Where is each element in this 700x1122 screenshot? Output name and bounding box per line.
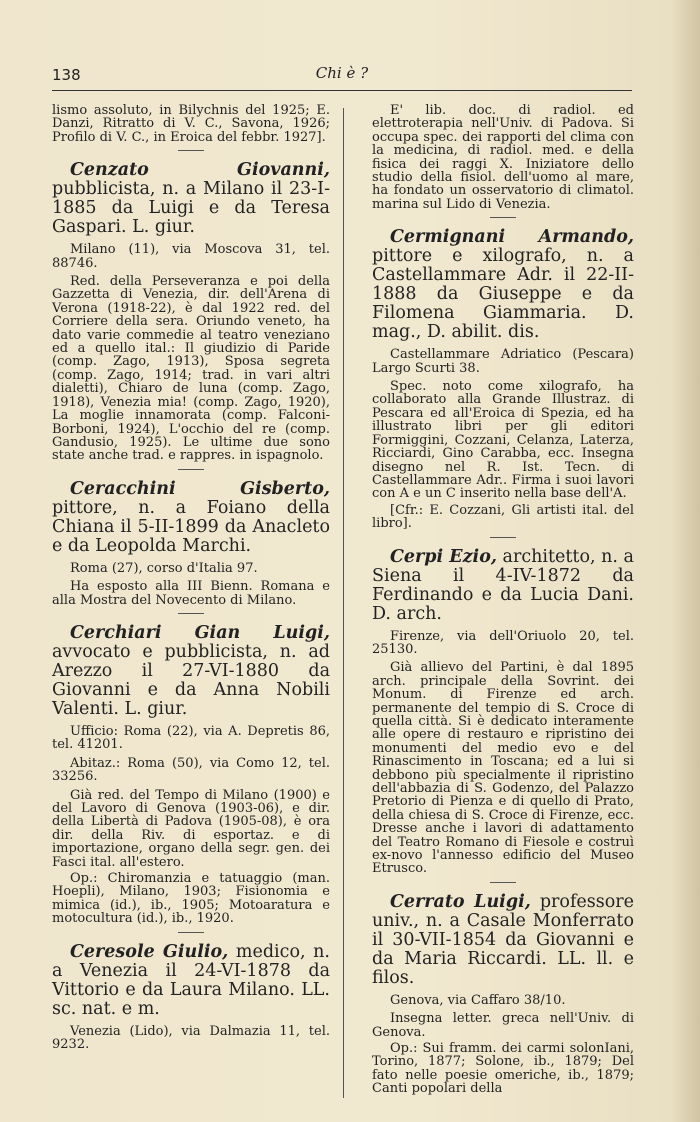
entry-description: medico, n. a Venezia il 24-VI-1878 da Vittorio e da Laura Milano. LL. sc. nat. e m. [52,941,330,1019]
entry-address: Venezia (Lido), via Dalmazia 11, tel. 9232. [52,1023,330,1053]
entry-heading [372,228,634,342]
header-rule [52,90,632,91]
entry-separator [178,932,204,933]
column-divider [343,108,344,1098]
entry-name: Cerpi Ezio, [390,546,497,567]
page-header [52,64,632,88]
entry-address: Genova, via Caffaro 38/10. [390,992,566,1008]
entry-works: Op.: Chiromanzia e tatuaggio (man. Hoepli), Milano, 1903; Fisionomia e mimica (id.), ib., 1905; Motoaratura e motocultura (id.), ib., 1920. [52,871,330,927]
entry-description: pubblicista, n. a Milano il 23-I-1885 da Luigi e da Teresa Gaspari. L. giur. [52,179,330,238]
entry-heading [52,943,330,1019]
entry-separator [490,217,516,218]
entry-reference: [Cfr.: E. Cozzani, Gli artisti ital. del libro]. [372,502,634,532]
entry-separator [490,882,516,883]
entry-name: Cenzato Giovanni, [70,160,330,181]
entry-address-secondary: Abitaz.: Roma (50), via Como 12, tel. 33256. [52,755,330,785]
entry-body: Spec. noto come xilografo, ha collaborato alla Grande Illustraz. di Pescara ed all'Eroica di Spezia, ed ha illustrato libri per gli editori Formiggini, Cozzani, Celanza, Laterza, Ricciardi, Gino Carabba, ecc. Insegna disegno nel R. Ist. Tecn. di Castellammare Adr.. Firma i suoi lavori con A e un C inserito nella base dell'A. [372,379,634,502]
entry-heading [52,161,330,237]
entry-separator [178,613,204,614]
entry-separator [490,537,516,538]
entry-address: Milano (11), via Moscova 31, tel. 88746. [52,242,330,271]
running-title: Chi è ? [315,64,369,82]
entry-heading [52,624,330,719]
entry-heading [372,548,634,624]
entry-body: Red. della Perseveranza e poi della Gazzetta di Venezia, dir. dell'Arena di Verona (1918-22), è dal 1922 red. del Corriere della sera. Oriundo veneto, ha dato varie commedie al teatro veneziano ed a quello ital.: Il giudizio di Paride (comp. Zago, 1913), Sposa segreta (comp. Zago, 1914; trad. in vari altri dialetti), Chiaro de luna (comp. Zago, 1918), Venezia mia! (comp. Zago, 1920), La moglie innamorata (comp. Falconi-Borboni, 1924), L'occhio del re (comp. Gandusio, 1925). Le ultime due sono state anche trad. e rappres. in ispagnolo. [52,274,330,464]
entry-name: Ceresole Giulio, [70,941,229,962]
entry-body: Insegna letter. greca nell'Univ. di Genova. [372,1011,634,1040]
entry-works: Op.: Sui framm. dei carmi solonIani, Torino, 1877; Solone, ib., 1879; Del fato nelle poesie omeriche, ib., 1879; Canti popolari della [372,1041,634,1097]
entry-address: Roma (27), corso d'Italia 97. [70,560,258,576]
entry-name: Ceracchini Gisberto, [70,478,330,499]
entry-heading [52,480,330,556]
entry-description: avvocato e pubblicista, n. ad Arezzo il 27-VI-1880 da Giovanni e da Anna Nobili Valenti. L. giur. [52,641,330,719]
entry-name: Cermignani Armando, [390,227,634,248]
left-column [52,104,330,1056]
entry-body: Già allievo del Partini, è dal 1895 arch. principale della Sovrint. dei Monum. di Firenze ed arch. permanente del tempio di S. Croce di quella città. Si è dedicato interamente alle opere di restauro e ripristino dei monumenti del medio evo e del Rinascimento in Toscana; ed a lui si debbono più specialmente il ripristino dell'abbazia di S. Godenzo, del Palazzo Pretorio di Pienza e di quello di Prato, della chiesa di S. Croce di Firenze, ecc. Dresse anche i lavori di adattamento del Teatro Romano di Fiesole e costruì ex-novo l'annesso edificio del Museo Etrusco. [372,660,634,877]
continued-text: lismo assoluto, in Bilychnis del 1925; E. Danzi, Ritratto di V. C., Savona, 1926; Profilo di V. C., in Eroica del febbr. 1927]. [52,103,330,145]
entry-address: Firenze, via dell'Oriuolo 20, tel. 25130. [372,628,634,657]
entry-address: Ufficio: Roma (22), via A. Depretis 86, tel. 41201. [52,723,330,753]
entry-description: architetto, n. a Siena il 4-IV-1872 da Ferdinando e da Lucia Dani. D. arch. [372,546,634,624]
entry-address: Castellammare Adriatico (Pescara) Largo Scurti 38. [372,347,634,376]
entry-heading [372,893,634,988]
entry-name: Cerrato Luigi, [390,891,531,912]
entry-description: pittore, n. a Foiano della Chiana il 5-II-1899 da Anacleto e da Leopolda Marchi. [52,497,330,556]
entry-separator [178,150,204,151]
entry-separator [178,469,204,470]
entry-description: pittore e xilografo, n. a Castellammare Adr. il 22-II-1888 da Giuseppe e da Filomena Giammaria. D. mag., D. abilit. dis. [372,246,634,343]
continued-text: E' lib. doc. di radiol. ed elettroterapia nell'Univ. di Padova. Si occupa spec. dei rapporti del clima con la medicina, di radiol. med. e della fisica dei raggi X. Iniziatore dello studio della fisiol. dell'uomo al mare, ha fondato un osservatorio di climatol. marina sul Lido di Venezia. [372,103,634,212]
entry-body: Ha esposto alla III Bienn. Romana e alla Mostra del Novecento di Milano. [52,579,330,608]
right-column [372,104,634,1099]
page-number: 138 [52,66,81,84]
entry-name: Cerchiari Gian Luigi, [70,622,330,643]
entry-body: Già red. del Tempo di Milano (1900) e del Lavoro di Genova (1903-06), e dir. della Libertà di Padova (1905-08), è ora dir. della Riv. di esportaz. e di importazione, organo della segr. gen. dei Fasci ital. all'estero. [52,787,330,870]
entry-description: professore univ., n. a Casale Monferrato il 30-VII-1854 da Giovanni e da Maria Riccardi. LL. ll. e filos. [372,891,634,988]
